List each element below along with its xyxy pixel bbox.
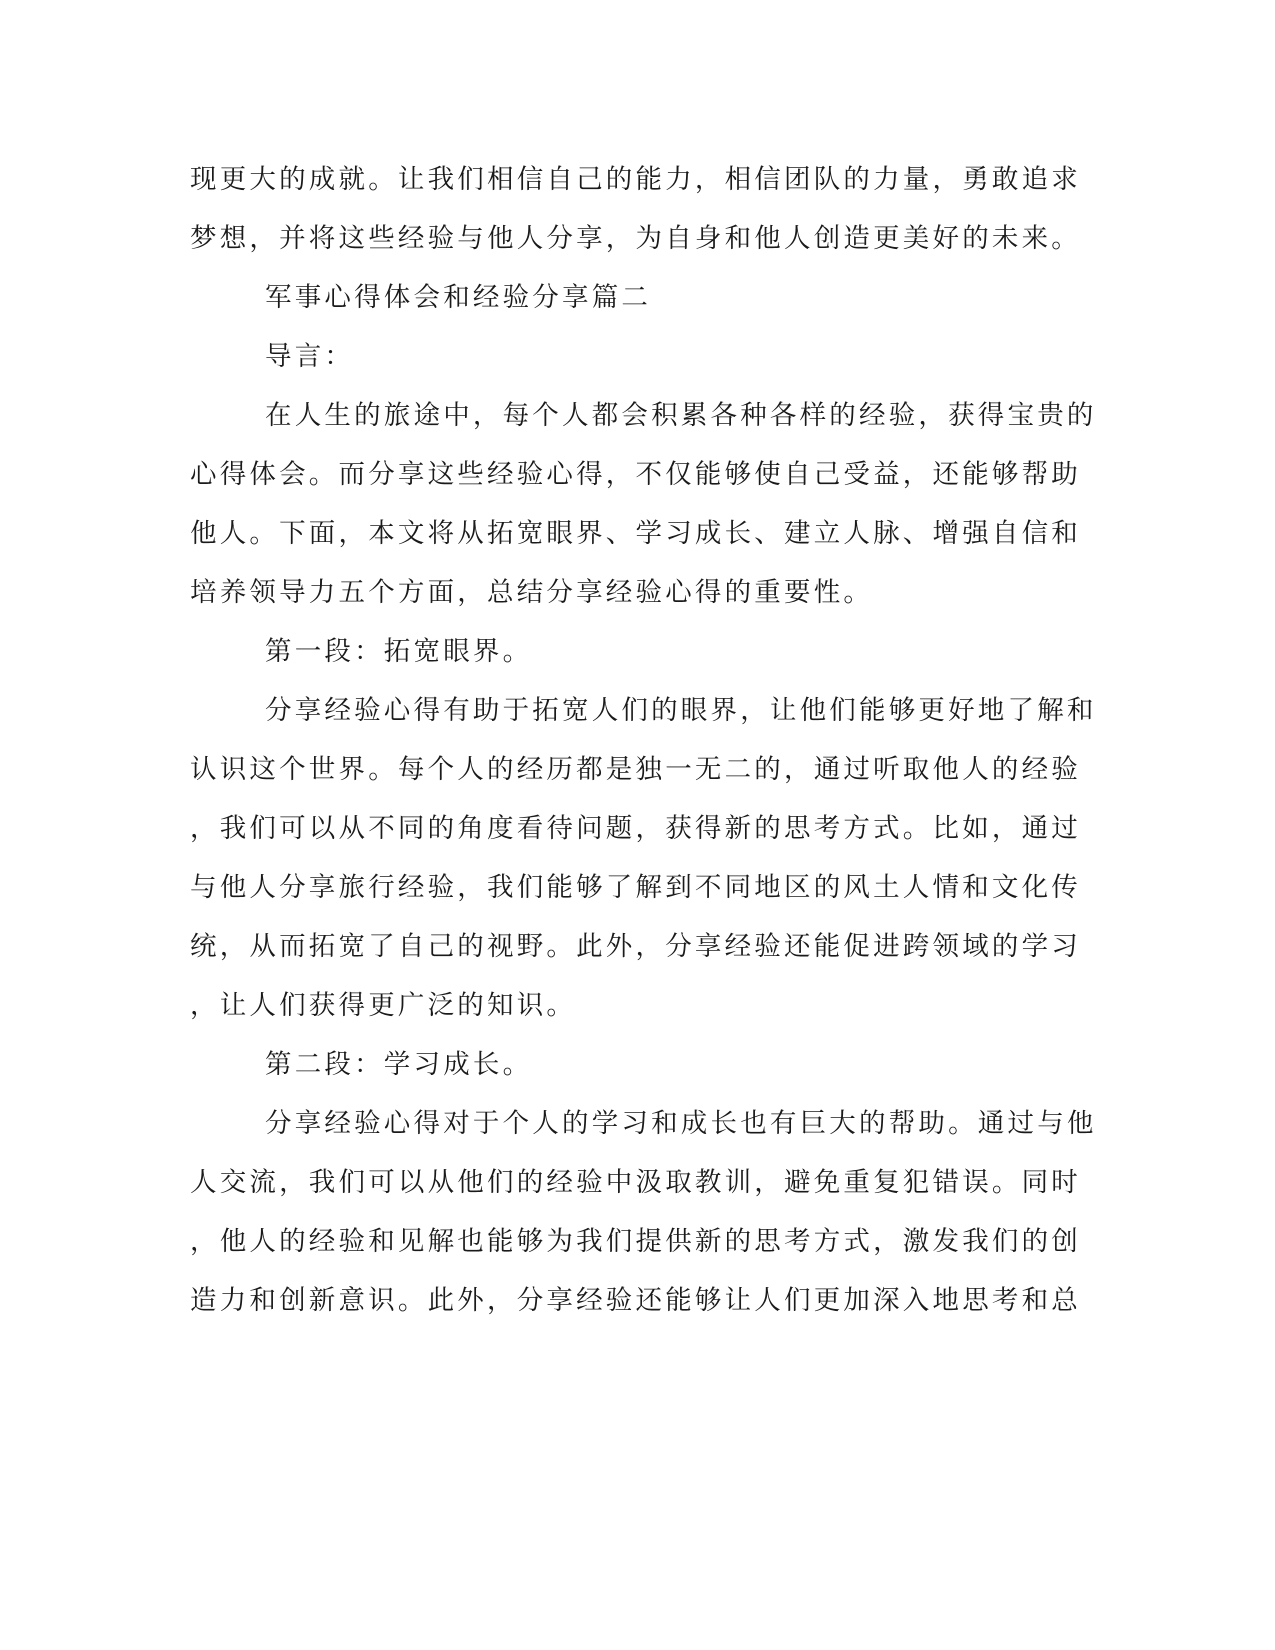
text-line: 认识这个世界。每个人的经历都是独一无二的，通过听取他人的经验 xyxy=(190,754,1081,785)
text-line: 心得体会。而分享这些经验心得，不仅能够使自己受益，还能够帮助 xyxy=(190,459,1081,490)
text-line: 统，从而拓宽了自己的视野。此外，分享经验还能促进跨领域的学习 xyxy=(190,931,1081,962)
text-line: 培养领导力五个方面，总结分享经验心得的重要性。 xyxy=(190,577,874,608)
intro-heading: 导言： xyxy=(265,341,355,372)
text-line: ，我们可以从不同的角度看待问题，获得新的思考方式。比如，通过 xyxy=(190,813,1081,844)
text-line: 与他人分享旅行经验，我们能够了解到不同地区的风土人情和文化传 xyxy=(190,872,1081,903)
paragraph-heading: 第一段：拓宽眼界。 xyxy=(265,636,533,667)
text-line: 人交流，我们可以从他们的经验中汲取教训，避免重复犯错误。同时 xyxy=(190,1167,1081,1198)
text-line: ，他人的经验和见解也能够为我们提供新的思考方式，激发我们的创 xyxy=(190,1226,1081,1257)
text-line: 分享经验心得有助于拓宽人们的眼界，让他们能够更好地了解和 xyxy=(265,695,1097,726)
text-line: 他人。下面，本文将从拓宽眼界、学习成长、建立人脉、增强自信和 xyxy=(190,518,1081,549)
text-line: ，让人们获得更广泛的知识。 xyxy=(190,990,577,1021)
text-line: 现更大的成就。让我们相信自己的能力，相信团队的力量，勇敢追求 xyxy=(190,164,1081,195)
text-line: 在人生的旅途中，每个人都会积累各种各样的经验，获得宝贵的 xyxy=(265,400,1097,431)
text-line: 造力和创新意识。此外，分享经验还能够让人们更加深入地思考和总 xyxy=(190,1285,1081,1316)
text-line: 分享经验心得对于个人的学习和成长也有巨大的帮助。通过与他 xyxy=(265,1108,1097,1139)
text-line: 梦想，并将这些经验与他人分享，为自身和他人创造更美好的未来。 xyxy=(190,223,1081,254)
section-heading: 军事心得体会和经验分享篇二 xyxy=(265,282,652,313)
paragraph-heading: 第二段：学习成长。 xyxy=(265,1049,533,1080)
